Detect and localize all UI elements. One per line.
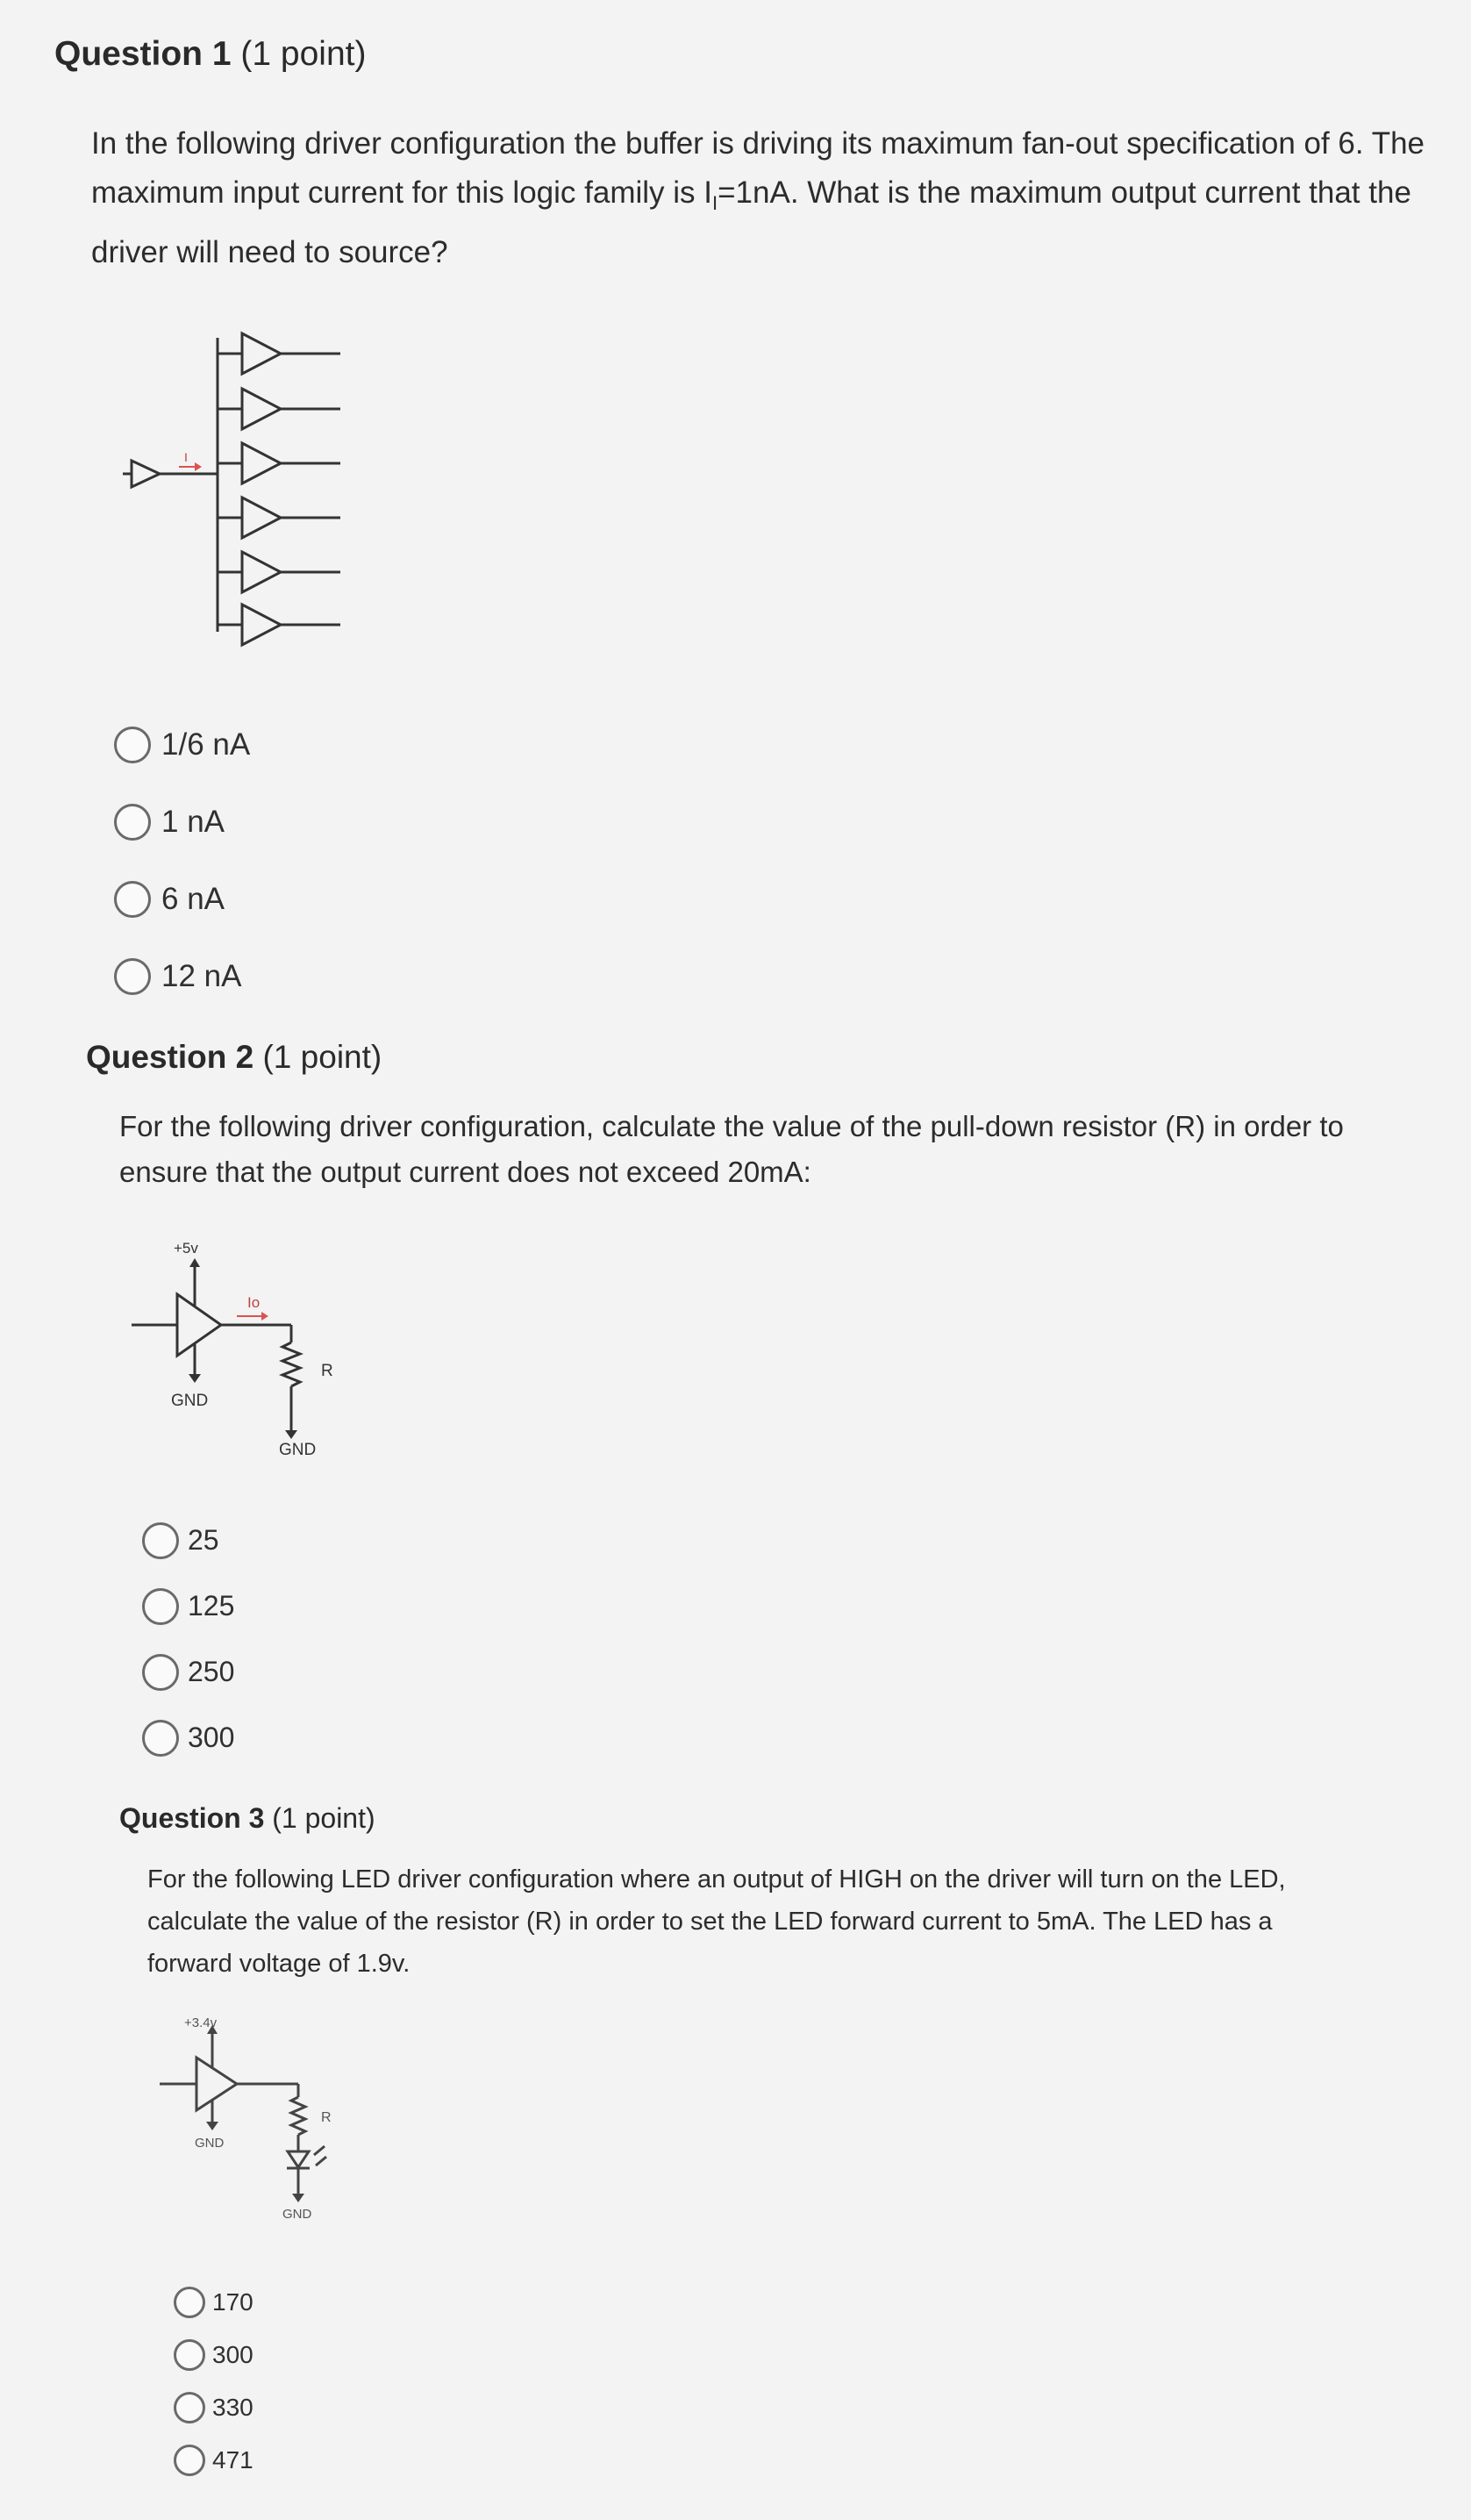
question-1-text-subscript: I [711,192,718,214]
radio-button[interactable] [142,1522,179,1559]
question-1-points: (1 point) [240,35,367,73]
ground-label-driver: GND [195,2136,225,2151]
question-1-title [54,35,366,74]
option-label: 300 [212,2341,253,2368]
radio-button[interactable] [114,804,151,841]
q3-option-4[interactable] [174,2434,253,2487]
question-2-label: Question 2 [86,1039,254,1075]
radio-button[interactable] [174,2445,205,2476]
radio-button[interactable] [114,727,151,763]
q2-option-3[interactable] [142,1639,234,1705]
question-2-text: For the following driver configuration, calculate the value of the pull-down resistor (R) in order to ensure that the output current does not exceed 20mA: [119,1110,1344,1188]
question-1-text-body: In the following driver configuration the buffer is driving its maximum fan-out specification of 6. The maximum input current for this logic family is I [91,126,1425,210]
q2-option-1[interactable] [142,1507,234,1573]
question-3-title [119,1802,375,1835]
question-1-text [91,119,1460,277]
q1-option-1[interactable] [114,706,250,784]
option-label: 330 [212,2394,253,2421]
option-label: 250 [188,1656,235,1687]
radio-button[interactable] [174,2287,205,2318]
question-1-options [114,706,250,1015]
question-2-title [86,1039,382,1076]
option-label: 300 [188,1722,235,1753]
option-label: 12 nA [161,959,242,993]
radio-button[interactable] [114,881,151,918]
pulldown-diagram [123,1228,386,1465]
q2-option-4[interactable] [142,1705,234,1771]
ground-label-resistor: GND [279,1441,317,1459]
question-3-text: For the following LED driver configuration where an output of HIGH on the driver will turn on the LED, calculate the value of the resistor (R) in order to set the LED forward current to 5mA. The LED has a forward voltage of 1.9v. [147,1865,1286,1978]
radio-button[interactable] [142,1654,179,1691]
q1-option-2[interactable] [114,784,250,861]
q1-option-4[interactable] [114,938,250,1015]
q3-option-1[interactable] [174,2276,253,2329]
q2-option-2[interactable] [142,1573,234,1639]
q1-option-3[interactable] [114,861,250,938]
resistor-label: R [321,2110,332,2125]
question-2-options [142,1507,234,1771]
ground-label-driver: GND [171,1392,209,1410]
resistor-label: R [321,1362,333,1380]
radio-button[interactable] [142,1588,179,1625]
fanout-diagram [105,316,368,649]
radio-button[interactable] [174,2339,205,2371]
question-2-points: (1 point) [262,1039,382,1075]
q3-option-2[interactable] [174,2329,253,2381]
option-label: 170 [212,2288,253,2316]
ground-label-led: GND [282,2207,312,2222]
input-current-label: I [184,450,188,464]
question-1-label: Question 1 [54,35,232,73]
option-label: 125 [188,1590,235,1622]
question-1-text-end: =1nA. What is the maximum output current that the driver will need to source? [91,175,1411,269]
supply-label: +3.4v [184,2015,218,2030]
led-driver-diagram [149,2009,377,2237]
radio-button[interactable] [174,2392,205,2423]
supply-label: +5v [174,1240,198,1256]
q3-option-3[interactable] [174,2381,253,2434]
option-label: 1/6 nA [161,727,251,762]
question-3-label: Question 3 [119,1802,265,1834]
radio-button[interactable] [142,1720,179,1757]
radio-button[interactable] [114,958,151,995]
option-label: 6 nA [161,882,225,916]
question-3-points: (1 point) [272,1802,375,1834]
option-label: 1 nA [161,805,225,839]
question-3-options [174,2276,253,2487]
option-label: 25 [188,1524,219,1556]
output-current-label: Io [247,1294,261,1311]
option-label: 471 [212,2446,253,2473]
receiver-buffers [218,333,340,645]
